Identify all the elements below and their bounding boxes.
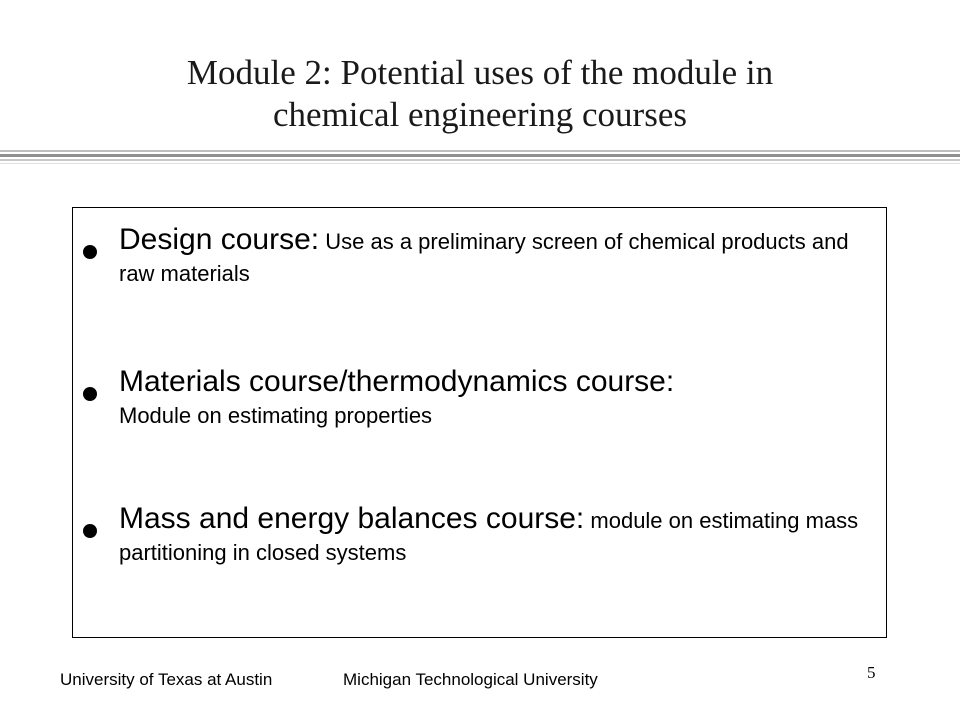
bullet-dot-icon [83,387,97,401]
bullet-body: Use as a preliminary screen of chemical products and raw materials [119,229,849,286]
slide-title [60,52,900,136]
title-divider [0,159,960,161]
page-number: 5 [867,663,876,682]
bullet-body: module on estimating mass partitioning in closed systems [119,508,859,565]
bullet-heading: Materials course/thermodynamics course: [119,365,675,398]
title-divider [0,154,960,157]
bullet-heading: Design course: [119,223,320,256]
slide-title-line-2: chemical engineering courses [273,95,687,134]
bullet-text [119,503,859,569]
bullet-dot-icon [83,245,97,259]
title-divider [0,150,960,152]
footer-university-left: University of Texas at Austin [60,670,273,689]
footer-university-right: Michigan Technological University [343,670,598,689]
bullet-text [119,224,859,290]
slide-title-line-1: Module 2: Potential uses of the module in [186,53,774,92]
content-box [72,207,887,638]
bullet-heading: Mass and energy balances course: [119,502,585,535]
bullet-body: Module on estimating properties [119,403,433,428]
title-divider [0,163,960,164]
bullet-text [119,366,859,432]
bullet-dot-icon [83,524,97,538]
